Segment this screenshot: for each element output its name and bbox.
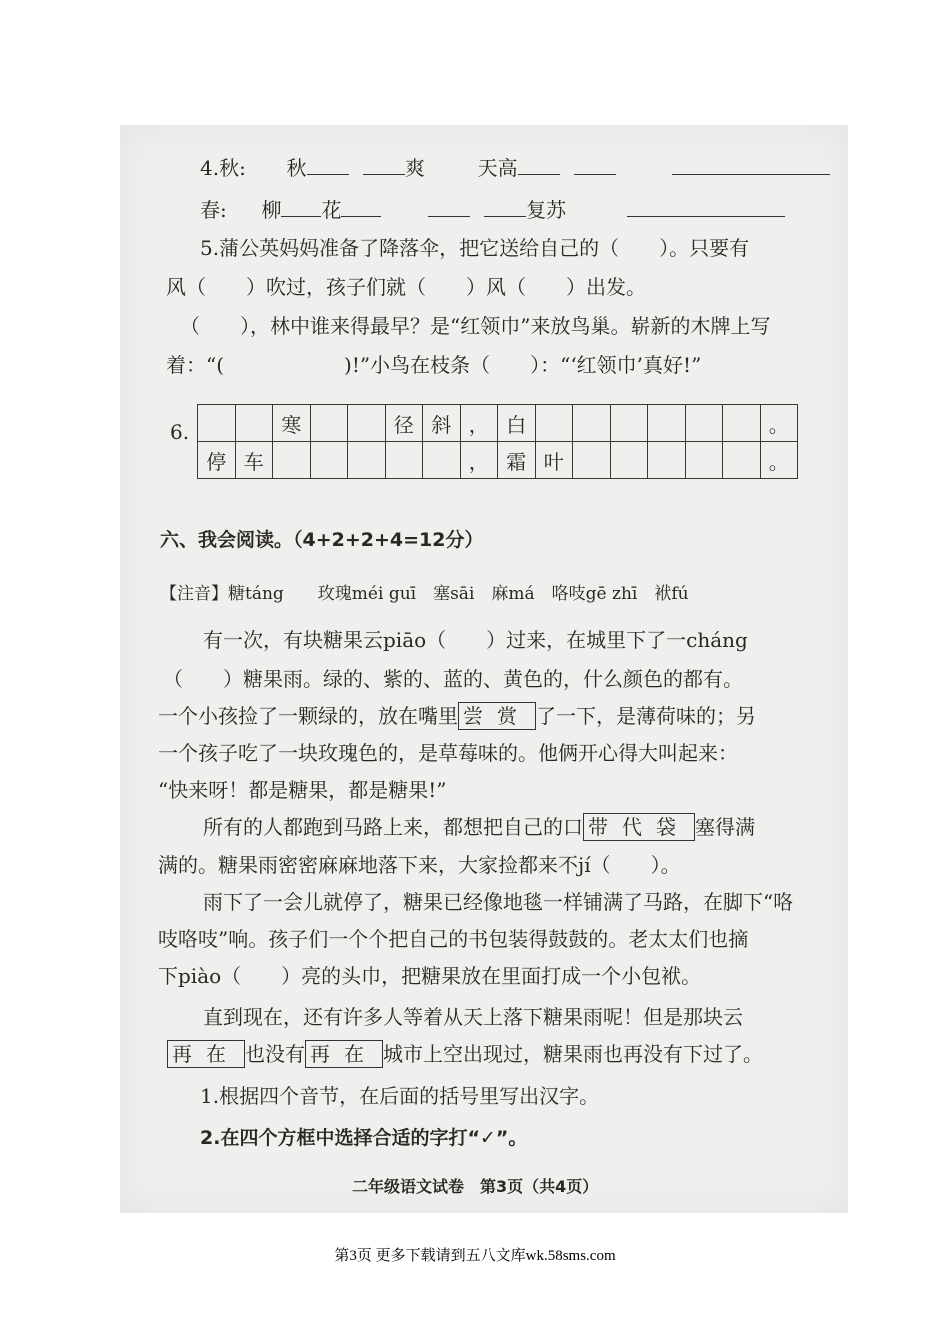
grid-cell: 车 bbox=[235, 442, 273, 479]
q4-spring-prefix: 春: bbox=[200, 198, 227, 222]
blank bbox=[281, 198, 321, 217]
passage-text: 了一下，是薄荷味的；另 bbox=[536, 704, 756, 728]
passage-line: 吱咯吱”响。孩子们一个个把自己的书包装得鼓鼓的。老太太们也摘 bbox=[158, 927, 749, 951]
grid-cell bbox=[648, 442, 686, 479]
q6-label: 6. bbox=[170, 420, 190, 444]
passage-text: 塞得满 bbox=[695, 815, 755, 839]
q4-autumn-word3: 天高 bbox=[477, 156, 518, 180]
grid-row-2 bbox=[198, 442, 798, 479]
q4-spring-word3: 复苏 bbox=[526, 198, 567, 222]
grid-cell bbox=[723, 405, 761, 442]
passage-line: 下piào（ ）亮的头巾，把糖果放在里面打成一个小包袱。 bbox=[158, 964, 702, 988]
grid-cell: ， bbox=[460, 442, 498, 479]
grid-cell bbox=[273, 442, 311, 479]
grid-cell bbox=[685, 405, 723, 442]
grid-cell: 霜 bbox=[498, 442, 536, 479]
q4-autumn-word1: 秋 bbox=[286, 156, 307, 180]
word-choice-box: 尝赏 bbox=[458, 702, 536, 730]
grid-cell bbox=[610, 442, 648, 479]
grid-cell: ， bbox=[460, 405, 498, 442]
passage-line: “快来呀！都是糖果，都是糖果!” bbox=[158, 778, 447, 802]
passage-line: 直到现在，还有许多人等着从天上落下糖果雨呢！但是那块云 bbox=[203, 1005, 743, 1029]
passage-line: 满的。糖果雨密密麻麻地落下来，大家捡都来不jí（ ）。 bbox=[158, 853, 681, 877]
download-footer: 第3页 更多下载请到五八文库wk.58sms.com bbox=[334, 1248, 616, 1264]
passage-text: 一个小孩捡了一颗绿的，放在嘴里 bbox=[158, 704, 458, 728]
grid-cell: 白 bbox=[498, 405, 536, 442]
q4-spring-word1: 柳 bbox=[261, 198, 282, 222]
grid-cell bbox=[348, 405, 386, 442]
blank bbox=[574, 156, 616, 175]
word-choice-box: 再在 bbox=[167, 1040, 245, 1068]
blank bbox=[341, 198, 381, 217]
q4-spring-line bbox=[200, 196, 785, 224]
blank bbox=[672, 156, 830, 175]
q4-spring-word2: 花 bbox=[321, 198, 342, 222]
grid-cell: 。 bbox=[760, 442, 798, 479]
grid-row-1 bbox=[198, 405, 798, 442]
passage-line: 雨下了一会儿就停了，糖果已经像地毯一样铺满了马路，在脚下“咯 bbox=[203, 890, 794, 914]
blank bbox=[428, 198, 470, 217]
grid-cell bbox=[235, 405, 273, 442]
grid-cell bbox=[423, 442, 461, 479]
grid-cell bbox=[348, 442, 386, 479]
passage-text: 城市上空出现过，糖果雨也再没有下过了。 bbox=[383, 1042, 763, 1066]
passage-text: 所有的人都跑到马路上来，都想把自己的口 bbox=[203, 815, 583, 839]
blank bbox=[627, 198, 785, 217]
grid-cell bbox=[573, 405, 611, 442]
blank bbox=[363, 156, 405, 175]
grid-cell bbox=[723, 442, 761, 479]
grid-cell: 。 bbox=[760, 405, 798, 442]
q4-autumn-prefix: 4.秋: bbox=[200, 156, 246, 180]
word-choice-box: 带代袋 bbox=[583, 813, 695, 841]
grid-cell bbox=[610, 405, 648, 442]
q4-autumn-line bbox=[200, 154, 830, 182]
word-choice-box: 再在 bbox=[305, 1040, 383, 1068]
passage-line bbox=[158, 702, 756, 730]
q5-line2: 风（ ）吹过，孩子们就（ ）风（ ）出发。 bbox=[166, 275, 646, 299]
question-1: 1.根据四个音节，在后面的括号里写出汉字。 bbox=[200, 1084, 600, 1108]
grid-cell bbox=[648, 405, 686, 442]
grid-cell bbox=[685, 442, 723, 479]
grid-cell: 叶 bbox=[535, 442, 573, 479]
passage-line: 一个孩子吃了一块玫瑰色的，是草莓味的。他俩开心得大叫起来： bbox=[158, 741, 738, 765]
scan-page-footer: 二年级语文试卷 第3页（共4页） bbox=[352, 1177, 599, 1196]
grid-cell: 径 bbox=[385, 405, 423, 442]
passage-line: 有一次，有块糖果云piāo（ ）过来，在城里下了一cháng bbox=[203, 628, 748, 652]
passage-line: （ ）糖果雨。绿的、紫的、蓝的、黄色的，什么颜色的都有。 bbox=[163, 667, 743, 691]
pinyin-note: 【注音】糖táng 玫瑰méi guī 塞sāi 麻má 咯吱gē zhī 袱fú bbox=[160, 584, 689, 604]
blank bbox=[484, 198, 526, 217]
blank bbox=[307, 156, 349, 175]
section-title: 六、我会阅读。（4+2+2+4=12分） bbox=[160, 529, 484, 551]
grid-cell: 停 bbox=[198, 442, 236, 479]
q6-writing-grid bbox=[197, 404, 798, 479]
grid-cell bbox=[310, 442, 348, 479]
grid-cell bbox=[310, 405, 348, 442]
question-2: 2.在四个方框中选择合适的字打“✓”。 bbox=[200, 1127, 528, 1149]
q5-line4: 着：“( )!”小鸟在枝条（ ）：“‘红领巾’真好!” bbox=[166, 353, 702, 377]
passage-line bbox=[203, 813, 755, 841]
q5-line3: （ ），林中谁来得最早？是“红领巾”来放鸟巢。崭新的木牌上写 bbox=[180, 314, 771, 338]
passage-text: 也没有 bbox=[245, 1042, 305, 1066]
grid-cell bbox=[198, 405, 236, 442]
grid-cell: 斜 bbox=[423, 405, 461, 442]
grid-cell: 寒 bbox=[273, 405, 311, 442]
q4-autumn-word2: 爽 bbox=[404, 156, 425, 180]
blank bbox=[518, 156, 560, 175]
grid-cell bbox=[573, 442, 611, 479]
grid-cell bbox=[385, 442, 423, 479]
q5-line1: 5.蒲公英妈妈准备了降落伞，把它送给自己的（ ）。只要有 bbox=[200, 236, 750, 260]
grid-cell bbox=[535, 405, 573, 442]
passage-line bbox=[167, 1040, 763, 1068]
